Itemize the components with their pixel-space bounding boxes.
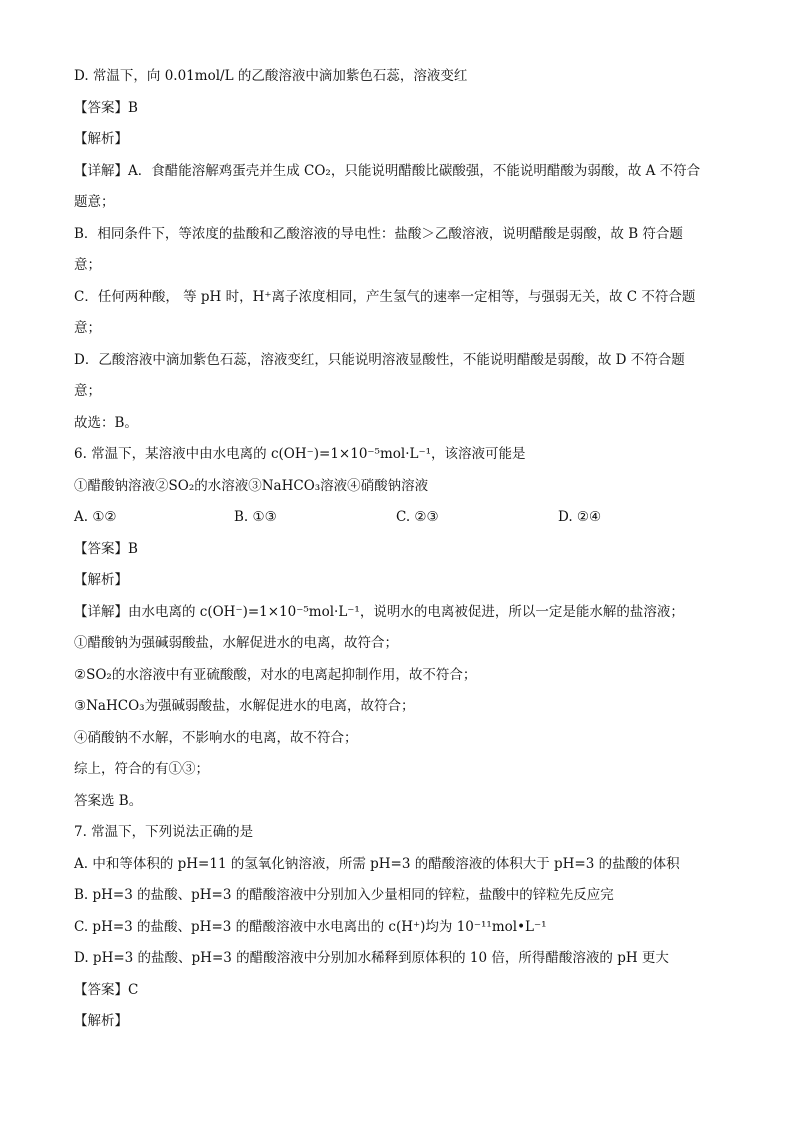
q5-analysis-heading: 【解析】 [74,131,128,147]
q5-detail-b: B．相同条件下，等浓度的盐酸和乙酸溶液的导电性：盐酸＞乙酸溶液，说明醋酸是弱酸，故 B 符合题 [74,226,683,242]
q6-summary: 综上，符合的有①③； [74,761,209,777]
q7-option-b: B. pH=3 的盐酸、pH=3 的醋酸溶液中分别加入少量相同的锌粒，盐酸中的锌粒先反应完 [74,887,614,903]
q5-detail-d: D．乙酸溶液中滴加紫色石蕊，溶液变红，只能说明溶液显酸性，不能说明醋酸是弱酸，故 D 不符合题 [74,352,685,368]
q6-choices: ①醋酸钠溶液②SO₂的水溶液③NaHCO₃溶液④硝酸钠溶液 [74,478,429,494]
q5-detail-c: C．任何两种酸， 等 pH 时，H⁺离子浓度相同，产生氢气的速率一定相等，与强弱无关，故 C 不符合题 [74,289,696,305]
q7-stem: 7. 常温下，下列说法正确的是 [74,824,254,840]
q5-option-d: D. 常温下，向 0.01mol/L 的乙酸溶液中滴加紫色石蕊，溶液变红 [74,68,468,84]
q6-detail-4: ④硝酸钠不水解，不影响水的电离，故不符合； [74,730,358,746]
q6-detail-1: ①醋酸钠为强碱弱酸盐，水解促进水的电离，故符合； [74,635,398,651]
q7-answer: 【答案】C [74,982,139,998]
q6-answer: 【答案】B [74,541,138,557]
q5-detail-b-cont: 意； [74,257,101,273]
q7-analysis-heading: 【解析】 [74,1013,128,1029]
q6-analysis-heading: 【解析】 [74,572,128,588]
q6-stem: 6. 常温下，某溶液中由水电离的 c(OH⁻)=1×10⁻⁵mol·L⁻¹，该溶液可能是 [74,446,526,462]
q7-option-d: D. pH=3 的盐酸、pH=3 的醋酸溶液中分别加水稀释到原体积的 10 倍，所得醋酸溶液的 pH 更大 [74,950,669,966]
q6-option-a: A. ①② [74,509,117,525]
q6-conclusion: 答案选 B。 [74,793,143,809]
q7-option-a: A. 中和等体积的 pH=11 的氢氧化钠溶液，所需 pH=3 的醋酸溶液的体积大于 pH=3 的盐酸的体积 [74,856,680,872]
q5-detail-c-cont: 意； [74,320,101,336]
q7-option-c: C. pH=3 的盐酸、pH=3 的醋酸溶液中水电离出的 c(H⁺)均为 10⁻¹¹mol•L⁻¹ [74,919,547,935]
q5-conclusion: 故选：B。 [74,415,138,431]
q5-detail-d-cont: 意； [74,383,101,399]
q6-detail-3: ③NaHCO₃为强碱弱酸盐，水解促进水的电离，故符合； [74,698,415,714]
q6-detail-2: ②SO₂的水溶液中有亚硫酸酸，对水的电离起抑制作用，故不符合； [74,667,477,683]
q6-option-c: C. ②③ [396,509,439,525]
q5-detail-a-cont: 题意； [74,194,115,210]
q5-answer: 【答案】B [74,100,138,116]
q6-option-b: B. ①③ [234,509,277,525]
q6-option-d: D. ②④ [558,509,602,525]
q6-detail: 【详解】由水电离的 c(OH⁻)=1×10⁻⁵mol·L⁻¹，说明水的电离被促进，所以一定是能水解的盐溶液； [74,604,684,620]
q5-detail-a: 【详解】A．食醋能溶解鸡蛋壳并生成 CO₂，只能说明醋酸比碳酸强，不能说明醋酸为弱酸，故 A 不符合 [74,163,701,179]
